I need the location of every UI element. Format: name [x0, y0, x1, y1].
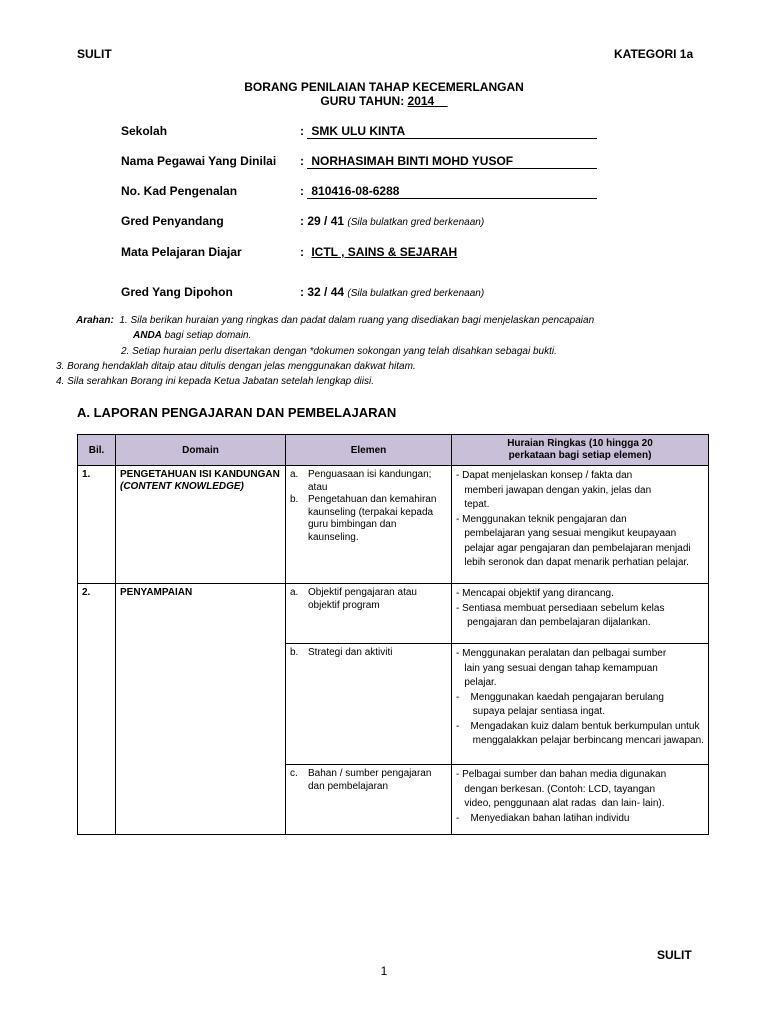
field-label-gred-penyandang: Gred Penyandang — [121, 214, 224, 228]
gred-penyandang-note: (Sila bulatkan gred berkenaan) — [347, 217, 485, 228]
instructions-line1: Arahan: 1. Sila berikan huraian yang ringkas dan padat dalam ruang yang disediakan bagi menjelaskan pencapaian — [76, 315, 595, 326]
field-label-nama: Nama Pegawai Yang Dinilai — [121, 154, 277, 168]
table-row — [78, 584, 709, 644]
field-ic: : 810416-08-6288 — [300, 184, 597, 199]
table-header-row — [78, 435, 709, 466]
field-value-ic: 810416-08-6288 — [307, 184, 597, 199]
row2-huraian-b: - Menggunakan peralatan dan pelbagai sumber lain yang sesuai dengan tahap kemampuan pelajar. - Menggunakan kaedah pengajaran berulang supaya pelajar sentiasa ingat. - Mengadakan kuiz dalam bentuk berkumpulan untuk menggalakkan pelajar berbincang mencari jawapan. — [452, 644, 709, 765]
year-value: 2014 — [407, 94, 435, 108]
row1-bil: 1. — [78, 466, 116, 584]
header-huraian: Huraian Ringkas (10 hingga 20 perkataan bagi setiap elemen) — [452, 435, 709, 466]
form-title: BORANG PENILAIAN TAHAP KECEMERLANGAN — [244, 80, 524, 94]
row2-domain: PENYAMPAIAN — [116, 584, 286, 835]
field-value-mata-pelajaran: ICTL , SAINS & SEJARAH — [311, 245, 458, 259]
header-bil: Bil. — [78, 435, 116, 466]
header-domain: Domain — [116, 435, 286, 466]
row2-bil: 2. — [78, 584, 116, 835]
field-gred-penyandang: : 29 / 41 (Sila bulatkan gred berkenaan) — [300, 214, 485, 228]
page-number: 1 — [380, 964, 388, 978]
instructions-line4: 4. Sila serahkan Borang ini kepada Ketua Jabatan setelah lengkap diisi. — [56, 376, 374, 387]
field-label-ic: No. Kad Pengenalan — [121, 184, 238, 198]
field-mata-pelajaran: : ICTL , SAINS & SEJARAH — [300, 245, 458, 259]
row2-elemen-b: b. Strategi dan aktiviti — [286, 644, 452, 765]
instructions-label: Arahan: — [76, 315, 114, 326]
field-gred-dipohon: : 32 / 44 (Sila bulatkan gred berkenaan) — [300, 285, 485, 299]
form-subtitle: GURU TAHUN: 2014 — [320, 94, 435, 108]
header-elemen: Elemen — [286, 435, 452, 466]
row2-huraian-a: - Mencapai objektif yang dirancang. - Sentiasa membuat persediaan sebelum kelas pengajaran dan pembelajaran dijalankan. — [452, 584, 709, 644]
assessment-table — [77, 434, 709, 835]
row2-huraian-c: - Pelbagai sumber dan bahan media digunakan dengan berkesan. (Contoh: LCD, tayangan video, penggunaan alat radas dan lain- lain). - Menyediakan bahan latihan individu — [452, 765, 709, 835]
instructions-line2: 2. Setiap huraian perlu disertakan dengan *dokumen sokongan yang telah disahkan sebagai bukti. — [121, 346, 557, 357]
row1-huraian: - Dapat menjelaskan konsep / fakta dan memberi jawapan dengan yakin, jelas dan tepat. - Menggunakan teknik pengajaran dan pembelajaran yang sesuai mengikut keupayaan pelajar agar pengajaran dan pembelajaran menjadi lebih seronok dan dapat menarik perhatian pelajar. — [452, 466, 709, 584]
field-value-nama: NORHASIMAH BINTI MOHD YUSOF — [307, 154, 597, 169]
field-sekolah: : SMK ULU KINTA — [300, 124, 597, 139]
row1-elemen-b: Pengetahuan dan kemahiran kaunseling (terpakai kepada guru bimbingan dan kaunseling. — [308, 494, 437, 543]
classification-left: SULIT — [77, 47, 112, 61]
row1-elemen-a: Penguasaan isi kandungan; atau — [308, 469, 432, 493]
field-value-sekolah: SMK ULU KINTA — [307, 124, 597, 139]
category-label: KATEGORI 1a — [614, 47, 694, 61]
field-nama: : NORHASIMAH BINTI MOHD YUSOF — [300, 154, 597, 169]
classification-footer: SULIT — [657, 948, 692, 962]
row2-elemen-a: a. Objektif pengajaran atau objektif program — [286, 584, 452, 644]
row1-elemen: a. Penguasaan isi kandungan; atau b. Pengetahuan dan kemahiran kaunseling (terpakai kepada guru bimbingan dan kaunseling. — [286, 466, 452, 584]
table-row — [78, 466, 709, 584]
row2-elemen-c: c. Bahan / sumber pengajaran dan pembelajaran — [286, 765, 452, 835]
field-label-sekolah: Sekolah — [121, 124, 168, 138]
row1-domain: PENGETAHUAN ISI KANDUNGAN (CONTENT KNOWLEDGE) — [116, 466, 286, 584]
instructions-line3: 3. Borang hendaklah ditaip atau ditulis dengan jelas menggunakan dakwat hitam. — [56, 361, 416, 372]
field-value-gred-dipohon: 32 / 44 — [307, 285, 345, 299]
field-label-gred-dipohon: Gred Yang Dipohon — [121, 285, 233, 299]
field-label-mata-pelajaran: Mata Pelajaran Diajar — [121, 245, 242, 259]
gred-dipohon-note: (Sila bulatkan gred berkenaan) — [347, 288, 485, 299]
instructions-line1b: ANDA bagi setiap domain. — [133, 330, 252, 341]
field-value-gred-penyandang: 29 / 41 — [307, 214, 345, 228]
section-title: A. LAPORAN PENGAJARAN DAN PEMBELAJARAN — [77, 405, 397, 420]
